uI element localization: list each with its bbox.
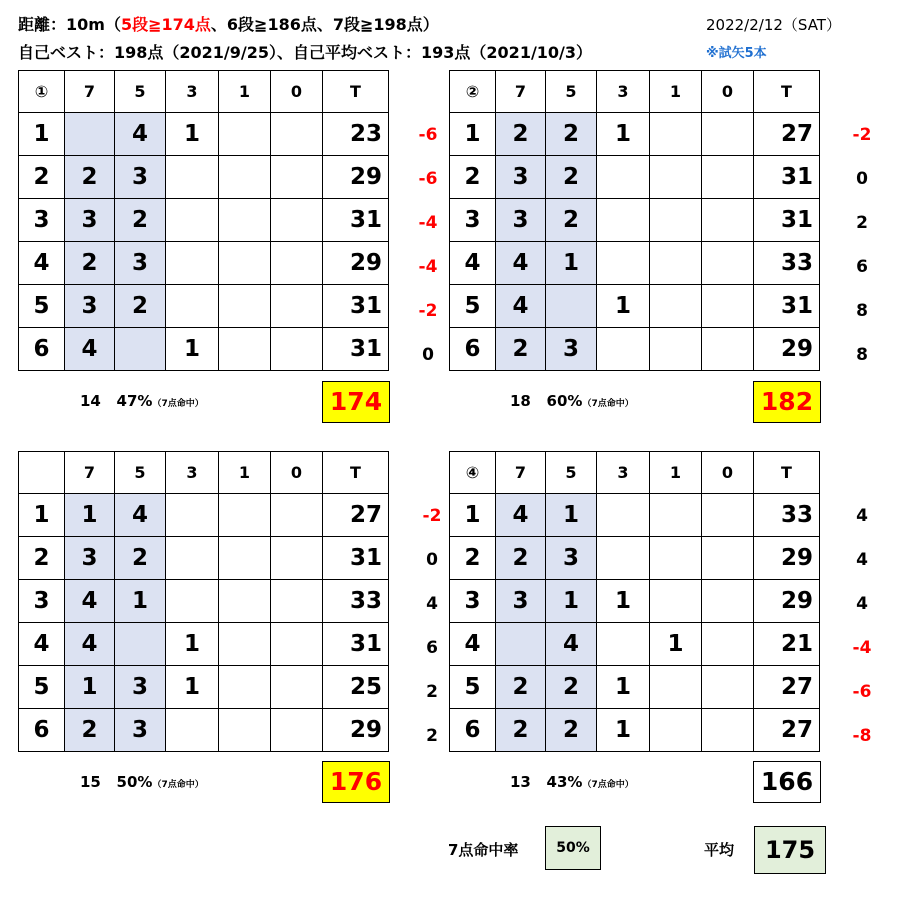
end-total: 31 bbox=[754, 285, 820, 328]
hit-count-cell: 1 bbox=[166, 328, 219, 371]
end-number: 2 bbox=[19, 537, 65, 580]
pace-diff-column bbox=[842, 494, 882, 758]
table-row bbox=[19, 666, 389, 709]
hit-count-cell: 3 bbox=[496, 199, 546, 242]
hit-count-cell: 4 bbox=[496, 242, 546, 285]
table-row bbox=[450, 709, 820, 752]
hit-count-cell bbox=[650, 666, 702, 709]
column-header: 3 bbox=[166, 71, 219, 113]
round-total: 176 bbox=[322, 761, 390, 803]
hit-count-cell: 2 bbox=[65, 156, 115, 199]
average-label: 平均 bbox=[704, 841, 735, 859]
pace-diff: -6 bbox=[852, 682, 872, 702]
hit-count-cell: 2 bbox=[496, 537, 546, 580]
end-total: 23 bbox=[323, 113, 389, 156]
column-header: T bbox=[323, 71, 389, 113]
hit-count-cell bbox=[650, 328, 702, 371]
round-label bbox=[19, 452, 65, 494]
pace-diff: -2 bbox=[852, 125, 872, 145]
hit-count-cell: 4 bbox=[65, 623, 115, 666]
hit-count-cell bbox=[219, 285, 271, 328]
column-header: 7 bbox=[496, 452, 546, 494]
table-row bbox=[19, 537, 389, 580]
table-row bbox=[450, 623, 820, 666]
grade5-threshold: 5段≧174点 bbox=[120, 15, 211, 34]
end-number: 6 bbox=[450, 328, 496, 371]
hit-count-cell: 2 bbox=[496, 709, 546, 752]
column-header: 1 bbox=[650, 452, 702, 494]
seven-rate-note: （7点命中） bbox=[582, 780, 634, 790]
hit-count-cell bbox=[271, 494, 323, 537]
hit-count-cell: 2 bbox=[65, 242, 115, 285]
hit-count-cell: 1 bbox=[166, 623, 219, 666]
hit-count-cell: 4 bbox=[65, 580, 115, 623]
hit-count-cell bbox=[271, 199, 323, 242]
hit-count-cell bbox=[115, 623, 166, 666]
hit-count-cell: 2 bbox=[546, 709, 597, 752]
column-header: 0 bbox=[702, 71, 754, 113]
grade-thresholds: 、6段≧186点、7段≧198点） bbox=[210, 15, 439, 34]
column-header: 0 bbox=[271, 452, 323, 494]
hit-count-cell bbox=[271, 623, 323, 666]
table-row bbox=[450, 113, 820, 156]
pace-diff-column bbox=[408, 113, 448, 377]
column-header: 0 bbox=[702, 452, 754, 494]
end-number: 3 bbox=[19, 580, 65, 623]
hit-count-cell bbox=[271, 156, 323, 199]
pace-diff: -6 bbox=[418, 169, 438, 189]
column-header: 5 bbox=[115, 71, 166, 113]
hit-count-cell: 1 bbox=[115, 580, 166, 623]
hit-count-cell bbox=[597, 328, 650, 371]
pace-diff: -6 bbox=[418, 125, 438, 145]
seven-rate-note: （7点命中） bbox=[582, 399, 634, 409]
distance-text: 距離：10m（ bbox=[18, 15, 121, 34]
pace-diff: 4 bbox=[856, 594, 868, 614]
seven-count: 18 bbox=[510, 392, 531, 410]
end-total: 29 bbox=[754, 537, 820, 580]
hit-count-cell bbox=[166, 156, 219, 199]
pace-diff: -4 bbox=[418, 213, 438, 233]
hit-count-cell: 4 bbox=[115, 113, 166, 156]
hit-count-cell bbox=[271, 580, 323, 623]
pace-diff: -2 bbox=[422, 506, 442, 526]
pace-diff: -8 bbox=[852, 726, 872, 746]
seven-rate: 43% bbox=[546, 773, 583, 791]
end-number: 2 bbox=[450, 537, 496, 580]
end-number: 6 bbox=[450, 709, 496, 752]
hit-count-cell bbox=[219, 494, 271, 537]
hit-count-cell: 3 bbox=[65, 199, 115, 242]
hit-count-cell bbox=[166, 494, 219, 537]
hit-count-cell: 3 bbox=[65, 285, 115, 328]
hit-count-cell bbox=[702, 156, 754, 199]
seven-rate: 50% bbox=[116, 773, 153, 791]
hit-count-cell: 2 bbox=[496, 666, 546, 709]
hit-count-cell bbox=[702, 285, 754, 328]
seven-rate-note: （7点命中） bbox=[152, 399, 204, 409]
personal-best-info: 自己ベスト：198点（2021/9/25）、自己平均ベスト：193点（2021/10/3） bbox=[18, 43, 593, 62]
seven-rate: 47% bbox=[116, 392, 153, 410]
table-row bbox=[450, 199, 820, 242]
end-total: 33 bbox=[754, 494, 820, 537]
hit-count-cell bbox=[115, 328, 166, 371]
round-label: ④ bbox=[450, 452, 496, 494]
end-number: 5 bbox=[19, 666, 65, 709]
hit-count-cell: 1 bbox=[166, 113, 219, 156]
hit-count-cell bbox=[650, 113, 702, 156]
hit-count-cell bbox=[597, 623, 650, 666]
average-value: 175 bbox=[754, 826, 826, 874]
hit-count-cell: 2 bbox=[546, 156, 597, 199]
trial-arrows-note: ※試矢5本 bbox=[706, 46, 767, 61]
seven-rate: 60% bbox=[546, 392, 583, 410]
hit-count-cell bbox=[219, 242, 271, 285]
hit-count-cell bbox=[219, 537, 271, 580]
hit-count-cell bbox=[702, 709, 754, 752]
end-number: 1 bbox=[450, 494, 496, 537]
column-header: 1 bbox=[219, 452, 271, 494]
hit-count-cell bbox=[219, 623, 271, 666]
pace-diff: -4 bbox=[418, 257, 438, 277]
end-number: 3 bbox=[19, 199, 65, 242]
score-table-2 bbox=[449, 70, 820, 371]
hit-count-cell bbox=[702, 199, 754, 242]
end-number: 2 bbox=[450, 156, 496, 199]
hit-count-cell bbox=[702, 242, 754, 285]
pace-diff: -4 bbox=[852, 638, 872, 658]
hit-count-cell: 2 bbox=[546, 666, 597, 709]
hit-count-cell bbox=[271, 242, 323, 285]
end-total: 29 bbox=[323, 709, 389, 752]
end-total: 29 bbox=[323, 156, 389, 199]
hit-count-cell: 2 bbox=[115, 285, 166, 328]
end-total: 31 bbox=[323, 328, 389, 371]
round-total: 174 bbox=[322, 381, 390, 423]
end-total: 31 bbox=[323, 285, 389, 328]
hit-count-cell bbox=[650, 156, 702, 199]
hit-count-cell bbox=[219, 709, 271, 752]
hit-count-cell bbox=[219, 580, 271, 623]
session-date: 2022/2/12（SAT） bbox=[706, 16, 841, 34]
hit-stats bbox=[80, 392, 204, 410]
pace-diff: 4 bbox=[856, 550, 868, 570]
hit-count-cell bbox=[271, 328, 323, 371]
score-table-4 bbox=[449, 451, 820, 752]
hit-count-cell: 2 bbox=[546, 199, 597, 242]
pace-diff: 4 bbox=[856, 506, 868, 526]
hit-count-cell: 1 bbox=[597, 580, 650, 623]
hit-count-cell: 1 bbox=[597, 285, 650, 328]
pace-diff: -2 bbox=[418, 301, 438, 321]
column-header: 7 bbox=[65, 452, 115, 494]
hit-count-cell bbox=[166, 199, 219, 242]
end-number: 4 bbox=[450, 242, 496, 285]
end-number: 1 bbox=[19, 113, 65, 156]
end-total: 27 bbox=[323, 494, 389, 537]
hit-count-cell bbox=[597, 494, 650, 537]
hit-count-cell bbox=[65, 113, 115, 156]
hit-count-cell bbox=[219, 328, 271, 371]
hit-count-cell bbox=[702, 113, 754, 156]
table-row bbox=[450, 666, 820, 709]
hit-count-cell bbox=[650, 242, 702, 285]
hit-count-cell bbox=[650, 199, 702, 242]
end-number: 1 bbox=[450, 113, 496, 156]
pace-diff: 2 bbox=[426, 682, 438, 702]
hit-count-cell bbox=[650, 709, 702, 752]
hit-count-cell: 1 bbox=[65, 494, 115, 537]
pace-diff: 0 bbox=[426, 550, 438, 570]
hit-count-cell bbox=[597, 156, 650, 199]
round-total: 166 bbox=[753, 761, 821, 803]
hit-count-cell bbox=[219, 199, 271, 242]
hit-count-cell bbox=[597, 537, 650, 580]
end-total: 31 bbox=[754, 156, 820, 199]
pace-diff-column bbox=[412, 494, 452, 758]
table-row bbox=[450, 156, 820, 199]
hit-count-cell: 2 bbox=[546, 113, 597, 156]
end-number: 4 bbox=[19, 623, 65, 666]
hit-count-cell bbox=[219, 113, 271, 156]
end-number: 1 bbox=[19, 494, 65, 537]
hit-stats bbox=[80, 773, 204, 791]
hit-count-cell: 2 bbox=[65, 709, 115, 752]
column-header: 3 bbox=[597, 452, 650, 494]
end-total: 31 bbox=[754, 199, 820, 242]
hit-count-cell: 3 bbox=[496, 156, 546, 199]
hit-stats bbox=[510, 392, 634, 410]
hit-count-cell bbox=[219, 156, 271, 199]
distance-info bbox=[18, 12, 439, 35]
pace-diff: 2 bbox=[426, 726, 438, 746]
hit-count-cell bbox=[702, 494, 754, 537]
hit-count-cell: 4 bbox=[496, 494, 546, 537]
table-row bbox=[19, 709, 389, 752]
hit-count-cell: 2 bbox=[496, 328, 546, 371]
table-row bbox=[450, 285, 820, 328]
end-number: 6 bbox=[19, 709, 65, 752]
hit-count-cell bbox=[271, 537, 323, 580]
hit-count-cell: 3 bbox=[115, 666, 166, 709]
hit-count-cell: 3 bbox=[65, 537, 115, 580]
end-number: 3 bbox=[450, 580, 496, 623]
hit-count-cell bbox=[597, 199, 650, 242]
hit-count-cell: 1 bbox=[546, 242, 597, 285]
table-row bbox=[450, 580, 820, 623]
hit-count-cell bbox=[166, 285, 219, 328]
hit-count-cell: 3 bbox=[546, 328, 597, 371]
hit-count-cell bbox=[650, 494, 702, 537]
column-header: T bbox=[754, 71, 820, 113]
seven-count: 15 bbox=[80, 773, 101, 791]
hit-count-cell: 4 bbox=[65, 328, 115, 371]
pace-diff: 0 bbox=[422, 345, 434, 365]
end-total: 29 bbox=[754, 580, 820, 623]
seven-rate-note: （7点命中） bbox=[152, 780, 204, 790]
hit-count-cell: 1 bbox=[546, 580, 597, 623]
hit-count-cell: 3 bbox=[115, 709, 166, 752]
end-total: 31 bbox=[323, 623, 389, 666]
hit-count-cell bbox=[702, 328, 754, 371]
seven-count: 13 bbox=[510, 773, 531, 791]
table-row bbox=[450, 328, 820, 371]
seven-count: 14 bbox=[80, 392, 101, 410]
end-total: 31 bbox=[323, 199, 389, 242]
end-total: 31 bbox=[323, 537, 389, 580]
score-table-1 bbox=[18, 70, 389, 371]
hit-count-cell bbox=[650, 537, 702, 580]
end-total: 27 bbox=[754, 709, 820, 752]
hit-count-cell bbox=[702, 623, 754, 666]
table-row bbox=[19, 285, 389, 328]
end-total: 33 bbox=[754, 242, 820, 285]
column-header: 5 bbox=[546, 71, 597, 113]
hit-stats bbox=[510, 773, 634, 791]
table-row bbox=[19, 156, 389, 199]
hit-count-cell: 1 bbox=[597, 666, 650, 709]
end-total: 29 bbox=[754, 328, 820, 371]
column-header: 7 bbox=[496, 71, 546, 113]
table-row bbox=[450, 537, 820, 580]
hit-count-cell: 4 bbox=[496, 285, 546, 328]
end-number: 5 bbox=[19, 285, 65, 328]
hit-count-cell bbox=[271, 709, 323, 752]
hit-count-cell bbox=[702, 580, 754, 623]
end-number: 4 bbox=[19, 242, 65, 285]
hit-count-cell: 1 bbox=[166, 666, 219, 709]
hit-count-cell bbox=[702, 537, 754, 580]
column-header: 5 bbox=[546, 452, 597, 494]
hit-count-cell bbox=[650, 285, 702, 328]
table-row bbox=[19, 580, 389, 623]
hit-count-cell bbox=[271, 285, 323, 328]
column-header: T bbox=[323, 452, 389, 494]
hit-count-cell: 1 bbox=[546, 494, 597, 537]
end-number: 6 bbox=[19, 328, 65, 371]
end-total: 25 bbox=[323, 666, 389, 709]
table-row bbox=[19, 328, 389, 371]
pace-diff: 4 bbox=[426, 594, 438, 614]
end-number: 5 bbox=[450, 285, 496, 328]
hit-count-cell bbox=[597, 242, 650, 285]
end-total: 33 bbox=[323, 580, 389, 623]
hit-count-cell: 3 bbox=[115, 242, 166, 285]
column-header: 7 bbox=[65, 71, 115, 113]
table-row bbox=[19, 113, 389, 156]
pace-diff: 0 bbox=[856, 169, 868, 189]
hit-count-cell: 3 bbox=[115, 156, 166, 199]
hit-count-cell bbox=[546, 285, 597, 328]
column-header: 0 bbox=[271, 71, 323, 113]
hit-count-cell bbox=[702, 666, 754, 709]
round-total: 182 bbox=[753, 381, 821, 423]
hit-count-cell: 4 bbox=[546, 623, 597, 666]
hit-count-cell: 1 bbox=[597, 709, 650, 752]
round-label: ② bbox=[450, 71, 496, 113]
round-label: ① bbox=[19, 71, 65, 113]
hit-count-cell bbox=[166, 537, 219, 580]
hit-count-cell bbox=[271, 666, 323, 709]
hit-count-cell bbox=[166, 580, 219, 623]
hit-count-cell bbox=[271, 113, 323, 156]
column-header: 3 bbox=[166, 452, 219, 494]
table-row bbox=[450, 242, 820, 285]
column-header: T bbox=[754, 452, 820, 494]
score-table-3 bbox=[18, 451, 389, 752]
pace-diff: 6 bbox=[856, 257, 868, 277]
hit-count-cell: 2 bbox=[115, 199, 166, 242]
hit-count-cell: 1 bbox=[65, 666, 115, 709]
end-number: 5 bbox=[450, 666, 496, 709]
hit-count-cell: 2 bbox=[115, 537, 166, 580]
hit-count-cell: 1 bbox=[650, 623, 702, 666]
hit-rate-value: 50% bbox=[545, 826, 601, 870]
table-row bbox=[19, 623, 389, 666]
column-header: 1 bbox=[650, 71, 702, 113]
table-row bbox=[19, 199, 389, 242]
column-header: 1 bbox=[219, 71, 271, 113]
hit-count-cell: 3 bbox=[496, 580, 546, 623]
end-total: 27 bbox=[754, 113, 820, 156]
hit-count-cell: 3 bbox=[546, 537, 597, 580]
pace-diff-column bbox=[842, 113, 882, 377]
hit-count-cell bbox=[650, 580, 702, 623]
end-total: 21 bbox=[754, 623, 820, 666]
hit-count-cell: 2 bbox=[496, 113, 546, 156]
hit-count-cell: 4 bbox=[115, 494, 166, 537]
column-header: 3 bbox=[597, 71, 650, 113]
pace-diff: 8 bbox=[856, 345, 868, 365]
table-row bbox=[19, 494, 389, 537]
hit-count-cell bbox=[496, 623, 546, 666]
end-number: 3 bbox=[450, 199, 496, 242]
pace-diff: 8 bbox=[856, 301, 868, 321]
end-total: 27 bbox=[754, 666, 820, 709]
pace-diff: 2 bbox=[856, 213, 868, 233]
table-row bbox=[19, 242, 389, 285]
end-number: 2 bbox=[19, 156, 65, 199]
end-number: 4 bbox=[450, 623, 496, 666]
hit-count-cell bbox=[219, 666, 271, 709]
hit-rate-label: 7点命中率 bbox=[448, 841, 519, 859]
table-row bbox=[450, 494, 820, 537]
hit-count-cell: 1 bbox=[597, 113, 650, 156]
column-header: 5 bbox=[115, 452, 166, 494]
hit-count-cell bbox=[166, 242, 219, 285]
end-total: 29 bbox=[323, 242, 389, 285]
hit-count-cell bbox=[166, 709, 219, 752]
pace-diff: 6 bbox=[426, 638, 438, 658]
